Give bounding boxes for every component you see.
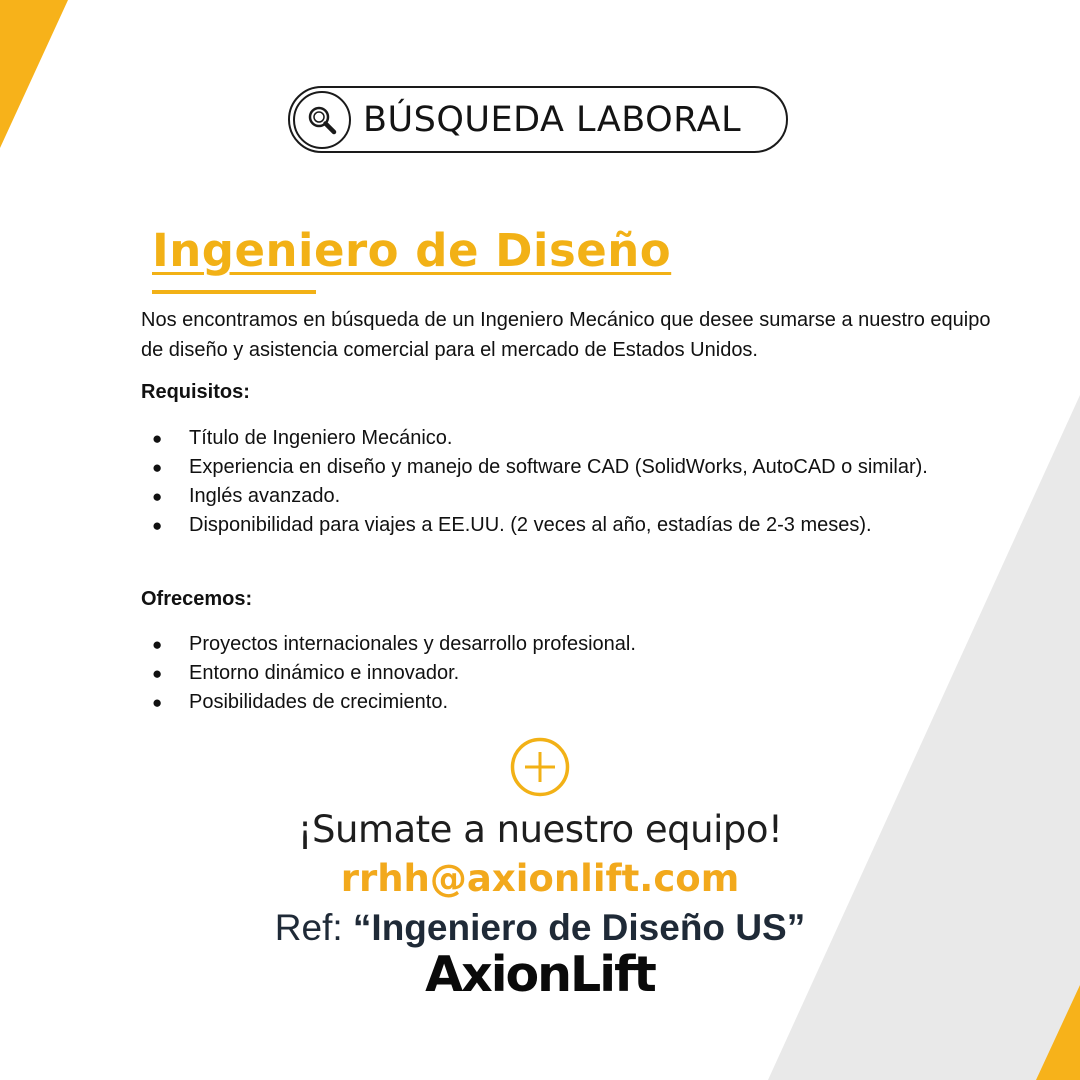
list-item-text: Experiencia en diseño y manejo de software CAD (SolidWorks, AutoCAD o similar). <box>189 456 928 478</box>
search-badge <box>293 91 351 149</box>
list-item-text: Entorno dinámico e innovador. <box>189 662 460 684</box>
offer-heading: Ofrecemos: <box>141 588 253 610</box>
title-accent-rule <box>152 290 316 294</box>
requirements-heading: Requisitos: <box>141 381 250 403</box>
contact-email[interactable]: rrhh@axionlift.com <box>340 857 740 900</box>
list-item-text: Posibilidades de crecimiento. <box>189 691 449 713</box>
list-item <box>141 630 636 659</box>
list-item-text: Disponibilidad para viajes a EE.UU. (2 veces al año, estadías de 2-3 meses). <box>189 514 872 536</box>
bullet: ● <box>152 693 163 712</box>
list-item <box>141 688 636 717</box>
bullet: ● <box>152 516 163 535</box>
brand-logo: AxionLift <box>425 946 655 1003</box>
page-heading: BÚSQUEDA LABORAL <box>363 99 742 140</box>
list-item <box>141 511 928 540</box>
bullet: ● <box>152 487 163 506</box>
bullet: ● <box>152 635 163 654</box>
reference-value: “Ingeniero de Diseño US” <box>352 907 806 948</box>
call-to-action: ¡Sumate a nuestro equipo! <box>297 808 783 851</box>
list-item <box>141 453 928 482</box>
reference-line <box>0 907 1080 949</box>
plus-circle-icon <box>510 737 570 797</box>
list-item-text: Inglés avanzado. <box>189 485 341 507</box>
magnifier-icon <box>305 103 339 137</box>
list-item <box>141 424 928 453</box>
list-item-text: Proyectos internacionales y desarrollo profesional. <box>189 633 636 655</box>
header-pill <box>288 86 788 153</box>
bullet: ● <box>152 429 163 448</box>
plus-circle-badge <box>510 737 570 797</box>
list-item-text: Título de Ingeniero Mecánico. <box>189 427 453 449</box>
reference-prefix: Ref: <box>274 907 353 948</box>
corner-stripe-top-left <box>0 0 68 148</box>
offer-list <box>141 630 636 717</box>
list-item <box>141 659 636 688</box>
bullet: ● <box>152 664 163 683</box>
job-title: Ingeniero de Diseño <box>152 224 672 277</box>
requirements-list <box>141 424 928 540</box>
job-intro: Nos encontramos en búsqueda de un Ingeniero Mecánico que desee sumarse a nuestro equipo de diseño y asistencia comercial para el mercado de Estados Unidos. <box>141 309 991 361</box>
bullet: ● <box>152 458 163 477</box>
list-item <box>141 482 928 511</box>
